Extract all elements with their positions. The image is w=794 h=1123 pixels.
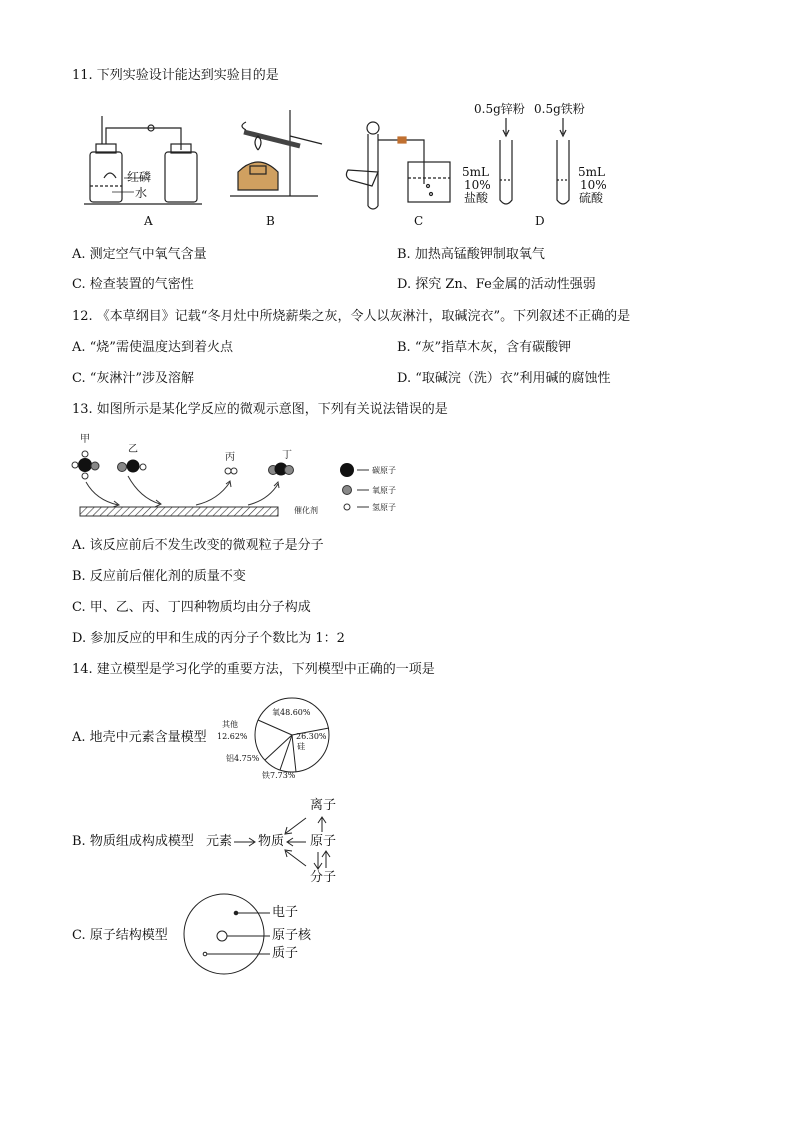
right-tube-concentration: 10% — [580, 178, 607, 192]
zinc-powder-label: 0.5g锌粉 — [474, 102, 525, 116]
fig-label-b: B — [266, 214, 275, 228]
q13-option-b: B. 反应前后催化剂的质量不变 — [72, 569, 246, 584]
atom-electron-label: 电子 — [272, 905, 299, 920]
composition-model-arrows — [0, 800, 794, 890]
right-tube-volume: 5mL — [578, 165, 605, 179]
right-tube-acid: 硫酸 — [579, 191, 604, 205]
catalyst-label: 催化剂 — [294, 506, 318, 515]
red-phosphorus-label: 红磷 — [127, 170, 152, 184]
q12-option-d: D. “取碱浣（洗）衣”利用碱的腐蚀性 — [397, 371, 611, 386]
fig-label-c: C — [414, 214, 424, 228]
model-element: 元素 — [206, 834, 233, 849]
q12-option-c: C. “灰淋汁”涉及溶解 — [72, 371, 195, 386]
q11-option-c: C. 检查装置的气密性 — [72, 277, 194, 292]
q12-option-a: A. “烧”需使温度达到着火点 — [72, 340, 233, 355]
q13-option-d: D. 参加反应的甲和生成的丙分子个数比为 1：2 — [72, 631, 345, 646]
q11-option-b: B. 加热高锰酸钾制取氧气 — [397, 247, 545, 262]
q13-stem: 13. 如图所示是某化学反应的微观示意图，下列有关说法错误的是 — [72, 402, 448, 417]
legend-hydrogen: 氢原子 — [372, 503, 396, 512]
q11-option-a: A. 测定空气中氧气含量 — [72, 247, 207, 262]
pie-label-silicon-pct: 26.30% — [296, 732, 327, 741]
pie-label-other-pct: 12.62% — [217, 732, 248, 741]
water-label: 水 — [135, 186, 148, 200]
q13-option-a: A. 该反应前后不发生改变的微观粒子是分子 — [72, 538, 324, 553]
q12-option-b: B. “灰”指草木灰，含有碳酸钾 — [397, 340, 572, 355]
q14-option-c: C. 原子结构模型 — [72, 928, 168, 943]
pie-label-aluminum: 铝4.75% — [226, 754, 260, 763]
fig-label-d: D — [535, 214, 545, 228]
atom-structure-model — [0, 894, 794, 974]
pie-label-iron: 铁7.73% — [262, 771, 296, 780]
atom-proton-label: 质子 — [272, 946, 299, 961]
species-ding-label: 丁 — [282, 450, 292, 461]
left-tube-volume: 5mL — [462, 165, 489, 179]
q12-stem: 12. 《本草纲目》记载“冬月灶中所烧薪柴之灰，令人以灰淋汁，取碱浣衣”。下列叙述不正确的是 — [72, 309, 631, 324]
left-tube-acid: 盐酸 — [464, 191, 489, 205]
q11-option-d: D. 探究 Zn、Fe金属的活动性强弱 — [397, 277, 596, 292]
model-ion: 离子 — [310, 798, 337, 813]
atom-nucleus-label: 原子核 — [272, 928, 312, 943]
pie-label-silicon-name: 硅 — [297, 742, 305, 751]
model-molecule: 分子 — [310, 870, 337, 885]
pie-label-oxygen: 氧48.60% — [272, 708, 311, 717]
q11-stem: 11. 下列实验设计能达到实验目的是 — [72, 68, 279, 83]
model-substance: 物质 — [258, 834, 285, 849]
q11-apparatus-figure — [0, 96, 794, 226]
model-atom: 原子 — [310, 834, 337, 849]
q13-option-c: C. 甲、乙、丙、丁四种物质均由分子构成 — [72, 600, 311, 615]
crust-element-pie — [0, 696, 794, 776]
pie-label-other-name: 其他 — [222, 720, 238, 729]
species-yi-label: 乙 — [128, 444, 138, 455]
q14-option-a: A. 地壳中元素含量模型 — [72, 730, 207, 745]
q14-option-b: B. 物质组成构成模型 — [72, 834, 194, 849]
species-bing-label: 丙 — [225, 452, 235, 463]
left-tube-concentration: 10% — [464, 178, 491, 192]
iron-powder-label: 0.5g铁粉 — [534, 102, 585, 116]
fig-label-a: A — [144, 214, 153, 228]
q13-reaction-diagram — [0, 432, 794, 522]
legend-carbon: 碳原子 — [372, 466, 396, 475]
legend-oxygen: 氧原子 — [372, 486, 396, 495]
species-jia-label: 甲 — [80, 434, 90, 445]
q14-stem: 14. 建立模型是学习化学的重要方法，下列模型中正确的一项是 — [72, 662, 435, 677]
